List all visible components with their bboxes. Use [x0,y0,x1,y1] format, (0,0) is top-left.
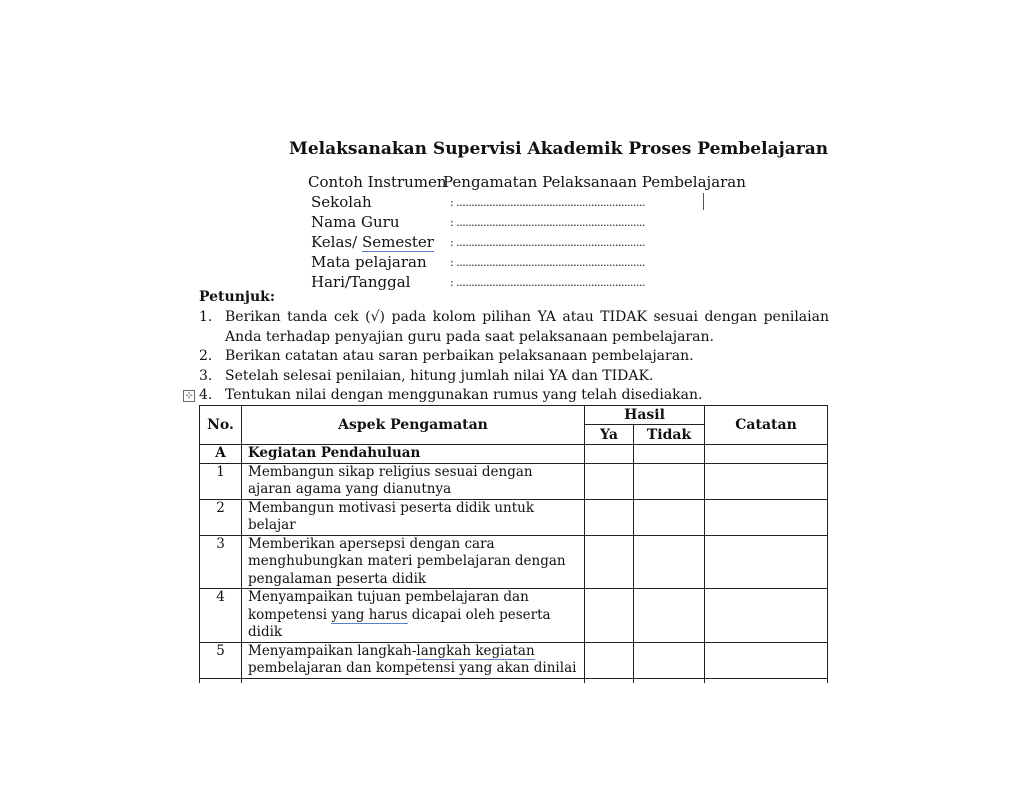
aspek-text: dicapai oleh peserta didik [248,606,551,640]
aspek-text: pembelajaran dan kompetensi yang akan dinilai [248,660,577,676]
field-value[interactable]: : ............................................................... [450,256,645,269]
grammar-underline: langkah kegiatan [416,642,535,659]
aspek-text: Menyampaikan langkah- [248,642,417,659]
header-tidak: Tidak [634,425,705,445]
field-label [311,233,434,251]
field-value[interactable]: : ............................................................... [450,236,645,249]
table-header-row [200,406,828,425]
field-label: Hari/Tanggal [311,273,411,291]
row-no: 1 [200,463,242,499]
cell-tidak[interactable] [634,463,705,499]
cell-tidak[interactable] [634,445,705,464]
instruction-text: Setelah selesai penilaian, hitung jumlah nilai YA dan TIDAK. [225,367,654,384]
header-no: No. [200,406,242,445]
header-ya: Ya [585,425,634,445]
cell-catatan[interactable] [705,499,828,535]
section-title: Kegiatan Pendahuluan [242,445,585,464]
header-hasil: Hasil [585,406,705,425]
table-row-continuation [200,678,828,683]
cell-tidak[interactable] [634,642,705,678]
row-aspek [242,678,585,683]
cell-tidak[interactable] [634,678,705,683]
instrument-label: Contoh Instrumen [308,173,447,191]
instruction-item [199,347,829,367]
cell-catatan[interactable] [705,589,828,643]
field-value[interactable]: : ............................................................... [450,276,645,289]
cell-tidak[interactable] [634,499,705,535]
instrument-title: Pengamatan Pelaksanaan Pembelajaran [443,173,746,191]
row-no: 5 [200,642,242,678]
field-value[interactable]: : ............................................................... [450,196,645,209]
row-aspek: Memberikan apersepsi dengan cara menghubungkan materi pembelajaran dengan pengalaman peserta didik [242,535,585,589]
row-aspek [242,589,585,643]
instruction-list [199,308,829,406]
table-row [200,463,828,499]
cell-tidak[interactable] [634,535,705,589]
cell-ya[interactable] [585,589,634,643]
grammar-underline: yang harus [331,606,408,623]
header-catatan: Catatan [705,406,828,445]
aspek-text: Menyampaikan tujuan pembelajaran dan kompetensi [248,589,529,623]
cell-ya[interactable] [585,535,634,589]
instrument-heading [308,173,746,191]
field-value[interactable]: : ............................................................... [450,216,645,229]
cell-tidak[interactable] [634,589,705,643]
cell-ya[interactable] [585,463,634,499]
table-section-row [200,445,828,464]
petunjuk-heading: Petunjuk: [199,289,275,305]
table-row [200,589,828,643]
cell-catatan[interactable] [705,463,828,499]
table-row [200,535,828,589]
observation-table [199,405,828,683]
instruction-number: 3. [199,367,213,384]
instruction-text: Tentukan nilai dengan menggunakan rumus yang telah disediakan. [225,387,703,403]
cell-catatan[interactable] [705,445,828,464]
cell-catatan[interactable] [705,535,828,589]
cell-ya[interactable] [585,499,634,535]
row-no: 2 [200,499,242,535]
cell-ya[interactable] [585,678,634,683]
cell-ya[interactable] [585,445,634,464]
field-label: Mata pelajaran [311,253,427,271]
instruction-item [199,308,829,347]
cell-ya[interactable] [585,642,634,678]
table-row [200,642,828,678]
instruction-number: 2. [199,348,213,364]
instruction-number: 1. [199,309,213,325]
table-move-handle-icon[interactable]: ⊹ [183,390,195,402]
instruction-item [199,386,829,406]
row-no: 4 [200,589,242,643]
field-label: Sekolah [311,193,372,211]
cell-catatan[interactable] [705,678,828,683]
instruction-item [199,367,829,387]
field-label-part: Kelas/ [311,233,362,251]
row-aspek: Membangun motivasi peserta didik untuk belajar [242,499,585,535]
field-label: Nama Guru [311,213,400,231]
row-aspek [242,642,585,678]
table-row [200,499,828,535]
instruction-text: Berikan catatan atau saran perbaikan pelaksanaan pembelajaran. [225,348,694,364]
section-no: A [200,445,242,464]
instruction-number: 4. [199,387,213,403]
cell-catatan[interactable] [705,642,828,678]
row-no: 3 [200,535,242,589]
row-no [200,678,242,683]
instruction-text: Berikan tanda cek (√) pada kolom pilihan YA atau TIDAK sesuai dengan penilaian Anda terhadap penyajian guru pada saat pelaksanaan pembelajaran. [225,309,829,345]
spellcheck-underline: Semester [361,233,434,251]
row-aspek: Membangun sikap religius sesuai dengan ajaran agama yang dianutnya [242,463,585,499]
document-title: Melaksanakan Supervisi Akademik Proses Pembelajaran [289,139,829,159]
text-cursor [703,193,704,210]
header-aspek: Aspek Pengamatan [242,406,585,445]
